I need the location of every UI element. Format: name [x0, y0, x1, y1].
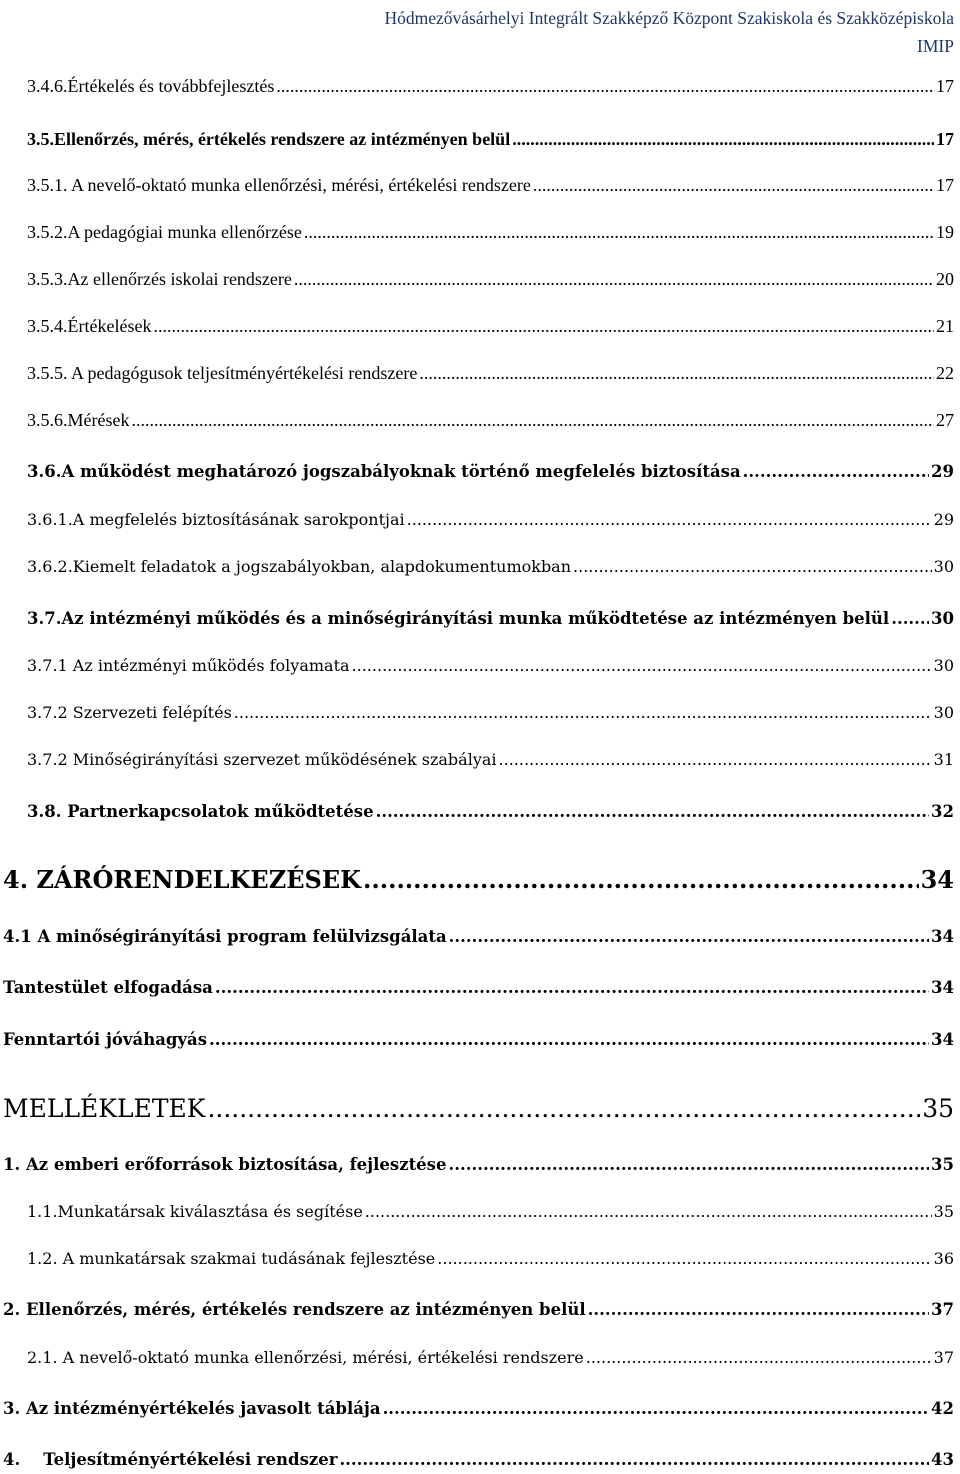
toc-entry-page: 34 — [931, 927, 954, 946]
toc-entry-page: 19 — [936, 222, 954, 242]
toc-entry-page: 27 — [936, 410, 954, 430]
toc-entry-title: 3.7.Az intézményi működés és a minőségirányítási munka működtetése az intézményen belül — [27, 609, 890, 628]
toc-entry-title: 3.5.Ellenőrzés, mérés, értékelés rendszere az intézményen belül — [27, 129, 511, 149]
toc-entry-title: 3.6.1.A megfelelés biztosításának sarokpontjai — [27, 510, 405, 529]
toc-entry-title: 2. Ellenőrzés, mérés, értékelés rendszere az intézményen belül — [3, 1300, 586, 1319]
toc-entry[interactable] — [27, 363, 954, 384]
toc-dot-leader — [383, 1399, 929, 1418]
toc-entry-title: 2.1. A nevelő-oktató munka ellenőrzési, mérési, értékelési rendszere — [27, 1348, 584, 1367]
toc-entry-title: 3.5.4.Értékelések — [27, 316, 152, 336]
toc-entry[interactable] — [27, 129, 954, 150]
toc-entry[interactable] — [27, 1249, 954, 1268]
toc-dot-leader — [407, 510, 932, 529]
toc-entry[interactable] — [27, 802, 954, 821]
toc-entry[interactable] — [3, 1399, 954, 1418]
toc-dot-leader — [131, 410, 934, 431]
toc-dot-leader — [234, 703, 932, 722]
toc-dot-leader — [891, 609, 929, 628]
toc-dot-leader — [376, 802, 929, 821]
toc-entry-page: 37 — [931, 1300, 954, 1319]
toc-entry-page: 17 — [936, 129, 954, 149]
toc-dot-leader — [339, 1450, 929, 1469]
toc-entry-page: 30 — [933, 557, 954, 576]
toc-entry-title: Tantestület elfogadása — [3, 978, 213, 997]
toc-entry-page: 17 — [936, 76, 954, 96]
toc-entry-page: 34 — [931, 1030, 954, 1049]
toc-entry-title: 3.4.6.Értékelés és továbbfejlesztés — [27, 76, 275, 96]
toc-entry-title: 3.6.A működést meghatározó jogszabályoknak történő megfelelés biztosítása — [27, 462, 741, 481]
toc-entry-page: 32 — [931, 802, 954, 821]
toc-dot-leader — [304, 222, 934, 243]
toc-entry[interactable] — [27, 1202, 954, 1221]
toc-entry-title: 3.7.1 Az intézményi működés folyamata — [27, 656, 350, 675]
toc-entry[interactable] — [3, 927, 954, 946]
toc-entry-page: 35 — [933, 1202, 954, 1221]
toc-entry-title: 3.6.2.Kiemelt feladatok a jogszabályokban, alapdokumentumokban — [27, 557, 572, 576]
toc-entry-page: 35 — [931, 1155, 954, 1174]
toc-entry-page: 42 — [931, 1399, 954, 1418]
toc-entry-page: 21 — [936, 316, 954, 336]
toc-entry[interactable] — [3, 1030, 954, 1049]
toc-entry[interactable] — [27, 703, 954, 722]
toc-entry-page: 29 — [931, 462, 954, 481]
toc-entry-title: 3.5.5. A pedagógusok teljesítményértékelési rendszere — [27, 363, 418, 383]
toc-entry-page: 22 — [936, 363, 954, 383]
toc-entry-title: MELLÉKLETEK — [3, 1094, 206, 1123]
toc-entry[interactable] — [27, 175, 954, 196]
toc-entry-page: 34 — [931, 978, 954, 997]
toc-entry-page: 29 — [933, 510, 954, 529]
header-document-code: IMIP — [917, 36, 954, 56]
toc-entry-page: 31 — [933, 750, 954, 769]
toc-dot-leader — [573, 557, 932, 576]
toc-entry[interactable] — [3, 1155, 954, 1174]
toc-entry-page: 34 — [920, 865, 954, 894]
toc-entry[interactable] — [27, 269, 954, 290]
toc-dot-leader — [352, 656, 932, 675]
toc-entry[interactable] — [3, 1450, 954, 1469]
toc-entry-page: 30 — [933, 656, 954, 675]
toc-entry[interactable] — [27, 410, 954, 431]
toc-entry[interactable] — [27, 609, 954, 628]
toc-entry-title: 3.5.2.A pedagógiai munka ellenőrzése — [27, 222, 302, 242]
toc-entry-title: 1.1.Munkatársak kiválasztása és segítése — [27, 1202, 363, 1221]
toc-dot-leader — [512, 129, 934, 150]
toc-entry-title: Fenntartói jóváhagyás — [3, 1030, 207, 1049]
toc-dot-leader — [588, 1300, 929, 1319]
toc-entry-page: 35 — [922, 1094, 954, 1123]
toc-entry[interactable] — [27, 656, 954, 675]
toc-entry-page: 30 — [933, 703, 954, 722]
toc-entry-title: 3.8. Partnerkapcsolatok működtetése — [27, 802, 374, 821]
toc-dot-leader — [215, 978, 929, 997]
toc-entry-title: 3.5.3.Az ellenőrzés iskolai rendszere — [27, 269, 292, 289]
toc-dot-leader — [294, 269, 934, 290]
toc-entry-page: 37 — [933, 1348, 954, 1367]
toc-dot-leader — [586, 1348, 932, 1367]
toc-entry-page: 43 — [931, 1450, 954, 1469]
toc-dot-leader — [153, 316, 934, 337]
toc-entry-page: 30 — [931, 609, 954, 628]
toc-entry[interactable] — [27, 750, 954, 769]
toc-entry-title: 3. Az intézményértékelés javasolt táblája — [3, 1399, 381, 1418]
toc-dot-leader — [449, 927, 929, 946]
toc-entry-title: 1. Az emberi erőforrások biztosítása, fejlesztése — [3, 1155, 447, 1174]
header-institution-name: Hódmezővásárhelyi Integrált Szakképző Központ Szakiskola és Szakközépiskola — [384, 8, 954, 28]
toc-entry-title: 3.7.2 Minőségirányítási szervezet működésének szabályai — [27, 750, 497, 769]
toc-dot-leader — [276, 76, 934, 97]
toc-dot-leader — [743, 462, 929, 481]
toc-entry[interactable] — [27, 462, 954, 481]
toc-dot-leader — [533, 175, 934, 196]
toc-entry[interactable] — [3, 865, 954, 894]
toc-dot-leader — [419, 363, 934, 384]
toc-dot-leader — [499, 750, 932, 769]
toc-entry-title: 4. Teljesítményértékelési rendszer — [3, 1450, 338, 1469]
toc-entry[interactable] — [27, 76, 954, 97]
toc-entry-title: 4.1 A minőségirányítási program felülvizsgálata — [3, 927, 447, 946]
toc-dot-leader — [363, 865, 919, 894]
toc-entry-title: 3.5.6.Mérések — [27, 410, 130, 430]
toc-entry-title: 3.7.2 Szervezeti felépítés — [27, 703, 232, 722]
toc-entry-title: 4. ZÁRÓRENDELKEZÉSEK — [3, 865, 362, 894]
toc-entry[interactable] — [27, 510, 954, 529]
toc-entry[interactable] — [27, 1348, 954, 1367]
toc-dot-leader — [365, 1202, 932, 1221]
toc-entry[interactable] — [27, 316, 954, 337]
toc-entry[interactable] — [3, 1094, 954, 1123]
toc-entry-title: 3.5.1. A nevelő-oktató munka ellenőrzési, mérési, értékelési rendszere — [27, 175, 531, 195]
toc-entry-page: 17 — [936, 175, 954, 195]
toc-entry-title: 1.2. A munkatársak szakmai tudásának fejlesztése — [27, 1249, 436, 1268]
toc-entry[interactable] — [27, 557, 954, 576]
toc-dot-leader — [209, 1030, 929, 1049]
toc-dot-leader — [448, 1155, 929, 1174]
toc-entry[interactable] — [3, 1300, 954, 1319]
toc-entry-page: 36 — [933, 1249, 954, 1268]
toc-dot-leader — [207, 1094, 920, 1123]
toc-dot-leader — [437, 1249, 931, 1268]
toc-entry[interactable] — [3, 978, 954, 997]
toc-entry-page: 20 — [936, 269, 954, 289]
toc-entry[interactable] — [27, 222, 954, 243]
